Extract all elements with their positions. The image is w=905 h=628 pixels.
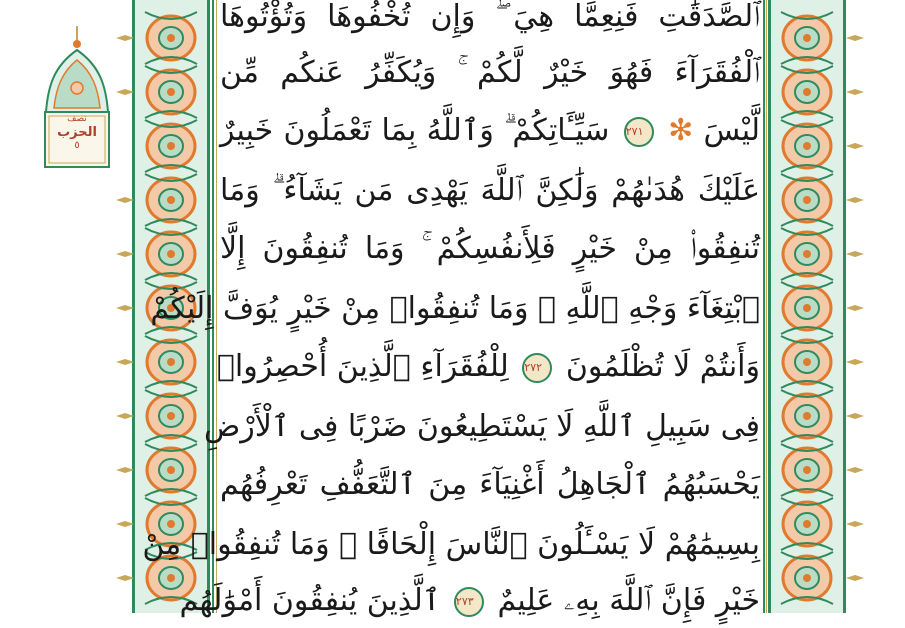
- text-line-6: ٱبْتِغَآءَ وَجْهِ ٱللَّهِ ۚ وَمَا تُنفِقُوا۟ مِنْ خَيْرٍ يُوَفَّ إِلَيْكُمْ: [150, 291, 760, 326]
- inner-gold-line-right: [766, 0, 767, 613]
- right-tick-icon: [846, 305, 864, 311]
- line-11-start: خَيْرٍ فَإِنَّ ٱللَّهَ بِهِۦ عَلِيمٌ: [497, 583, 760, 618]
- right-tick-icon: [846, 197, 864, 203]
- text-line-7: [216, 340, 760, 394]
- right-tick-icon: [846, 251, 864, 257]
- left-tick-icon: [116, 89, 134, 95]
- text-line-1: ٱلصَّدَقَٰتِ فَنِعِمَّا هِيَ ۖ وَإِن تُخْفُوهَا وَتُؤْتُوهَا: [220, 0, 760, 34]
- text-line-11: [179, 574, 760, 628]
- hizb-label: [44, 114, 110, 152]
- left-tick-icon: [116, 413, 134, 419]
- right-floral-pattern-icon: [771, 0, 843, 613]
- left-tick-icon: [116, 197, 134, 203]
- hizb-label-number: ٥: [74, 140, 80, 151]
- text-line-8: فِى سَبِيلِ ٱللَّهِ لَا يَسْتَطِيعُونَ ضَرْبًا فِى ٱلْأَرْضِ: [203, 409, 760, 444]
- hizb-label-line2: الحزب: [57, 125, 97, 140]
- text-line-9: يَحْسَبُهُمُ ٱلْجَاهِلُ أَغْنِيَآءَ مِنَ ٱلتَّعَفُّفِ تَعْرِفُهُم: [220, 467, 760, 502]
- ayah-marker-272: ٢٧٢: [522, 353, 552, 383]
- rub-star-icon: ✻: [668, 113, 694, 148]
- line-7-start: وَأَنتُمْ لَا تُظْلَمُونَ: [565, 349, 760, 384]
- right-tick-icon: [846, 35, 864, 41]
- left-tick-icon: [116, 35, 134, 41]
- line-11-end: ٱلَّذِينَ يُنفِقُونَ أَمْوَٰلَهُم: [179, 583, 441, 618]
- text-line-5: تُنفِقُوا۟ مِنْ خَيْرٍ فَلِأَنفُسِكُمْ ۚ وَمَا تُنفِقُونَ إِلَّا: [220, 231, 760, 266]
- text-line-4: عَلَيْكَ هُدَىٰهُمْ وَلَٰكِنَّ ٱللَّهَ يَهْدِى مَن يَشَآءُ ۗ وَمَا: [220, 173, 760, 208]
- left-tick-icon: [116, 305, 134, 311]
- right-tick-icon: [846, 359, 864, 365]
- right-ornament-band: [768, 0, 846, 613]
- inner-frame-line-right: [763, 0, 765, 613]
- left-tick-icon: [116, 521, 134, 527]
- right-tick-icon: [846, 521, 864, 527]
- left-tick-icon: [116, 467, 134, 473]
- ayah-marker-273: ٢٧٣: [454, 587, 484, 617]
- right-tick-icon: [846, 413, 864, 419]
- ayah-marker-271: ٢٧١: [624, 117, 654, 147]
- right-tick-icon: [846, 575, 864, 581]
- text-line-10: بِسِيمَٰهُمْ لَا يَسْـَٔلُونَ ٱلنَّاسَ إِلْحَافًا ۗ وَمَا تُنفِقُوا۟ مِنْ: [142, 527, 760, 562]
- left-tick-icon: [116, 359, 134, 365]
- line-3-start: سَيِّـَٔاتِكُمْ ۗ وَٱللَّهُ بِمَا تَعْمَلُونَ خَبِيرٌ: [220, 113, 610, 148]
- line-7-end: لِلْفُقَرَآءِ ٱلَّذِينَ أُحْصِرُوا۟: [216, 349, 509, 384]
- text-line-3: [220, 104, 760, 158]
- line-3-end: لَّيْسَ: [703, 113, 760, 148]
- hizb-label-line1: نصف: [67, 114, 87, 124]
- quran-text-panel: [142, 0, 760, 618]
- right-tick-icon: [846, 143, 864, 149]
- right-tick-icon: [846, 467, 864, 473]
- left-tick-icon: [116, 575, 134, 581]
- right-tick-icon: [846, 89, 864, 95]
- text-line-2: ٱلْفُقَرَآءَ فَهُوَ خَيْرٌ لَّكُمْ ۚ وَيُكَفِّرُ عَنكُم مِّن: [220, 55, 760, 90]
- left-tick-icon: [116, 251, 134, 257]
